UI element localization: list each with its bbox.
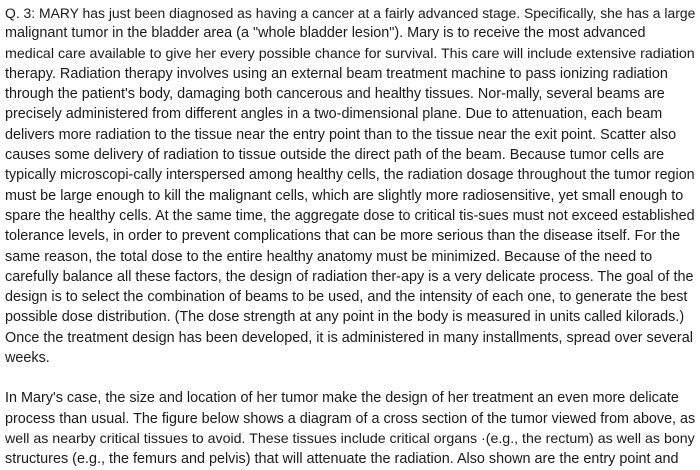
text-line: Once the treatment design has been developed, it is administered in many installments, spread over several: [5, 329, 693, 346]
paragraph-2: [5, 388, 695, 469]
text-line: malignant tumor in the bladder area (a "whole bladder lesion"). Mary is to receive the most advanced: [5, 25, 646, 42]
text-line: delivers more radiation to the tissue near the entry point than to the tissue near the exit point. Scatter also: [5, 126, 677, 143]
text-line: same reason, the total dose to the entire healthy anatomy must be minimized. Because of the need to: [5, 248, 653, 265]
text-line: Q. 3: MARY has just been diagnosed as having a cancer at a fairly advanced stage. Specifically, she has a large: [5, 5, 696, 21]
text-line: design is to select the combination of beams to be used, and the intensity of each one, to generate the best: [5, 289, 688, 306]
question-text-page: [5, 3, 695, 470]
text-line: weeks.: [5, 350, 50, 367]
text-line: tolerance levels, in order to prevent complications that can be more serious than the disease itself. For the: [5, 228, 681, 245]
paragraph-spacer: [5, 368, 695, 388]
text-line: possible dose distribution. (The dose strength at any point in the body is measured in units called kilorads.): [5, 309, 685, 326]
text-line: structures (e.g., the femurs and pelvis) that will attenuate the radiation. Also shown are the entry point and: [5, 451, 679, 468]
text-line: causes some delivery of radiation to tissue outside the direct path of the beam. Because tumor cells are: [5, 147, 665, 164]
text-line: through the patient's body, damaging both cancerous and healthy tissues. Nor-mally, several beams are: [5, 86, 665, 103]
text-line: must be large enough to kill the malignant cells, which are slightly more radiosensitive, yet small enough to: [5, 187, 684, 204]
text-line: precisely administered from different angles in a two-dimensional plane. Due to attenuation, each beam: [5, 106, 663, 123]
text-line: well as nearby critical tissues to avoid. These tissues include critical organs ·(e.g., the rectum) as well as bony: [5, 430, 695, 447]
text-line: process than usual. The figure below shows a diagram of a cross section of the tumor viewed from above, as: [5, 410, 696, 427]
paragraph-1: [5, 3, 695, 368]
text-line: therapy. Radiation therapy involves using an external beam treatment machine to pass ionizing radiation: [5, 65, 668, 82]
text-line: typically microscopi-cally interspersed among healthy cells, the radiation dosage throughout the tumor region: [5, 167, 695, 184]
text-line: carefully balance all these factors, the design of radiation ther-apy is a very delicate process. The goal of the: [5, 268, 694, 285]
text-line: In Mary's case, the size and location of her tumor make the design of her treatment an even more delicate: [5, 390, 679, 407]
text-line: medical care available to give her every possible chance for survival. This care will include extensive radiation: [5, 45, 695, 62]
text-line: spare the healthy cells. At the same time, the aggregate dose to critical tis-sues must not exceed established: [5, 207, 695, 224]
